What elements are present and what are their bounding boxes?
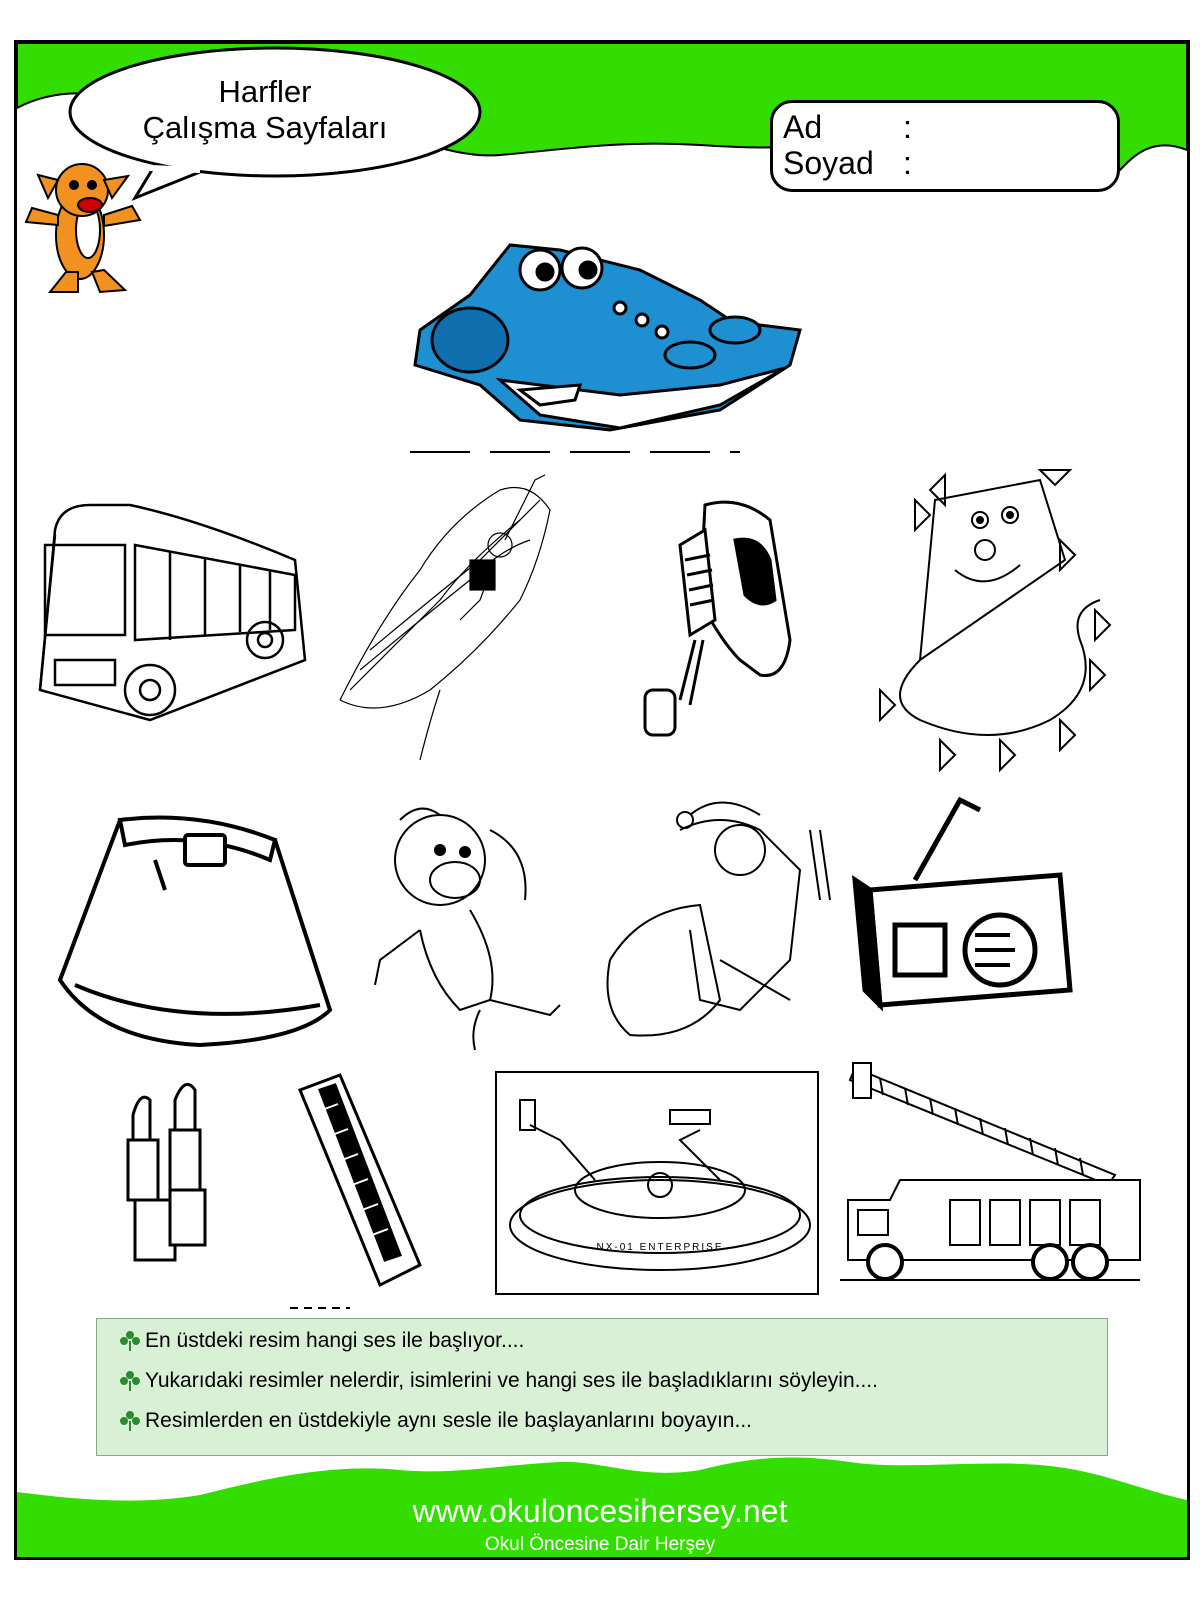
- instruction-text-3: Resimlerden en üstdekiyle aynı sesle ile başlayanlarını boyayın...: [145, 1409, 752, 1432]
- footer-tagline: Okul Öncesine Dair Herşey: [484, 1534, 716, 1555]
- footer-url[interactable]: www.okuloncesihersey.net: [412, 1493, 788, 1529]
- clover-bullet-icon: [119, 1330, 141, 1352]
- spaceship-label: NX-01 ENTERPRISE: [596, 1242, 724, 1253]
- name-colon: :: [903, 109, 912, 145]
- instruction-text-2: Yukarıdaki resimler nelerdir, isimlerini ve hangi ses ile başladıklarını söyleyin....: [145, 1369, 878, 1392]
- instruction-1: [119, 1329, 524, 1353]
- bubble-line-1: Harfler: [218, 74, 312, 109]
- name-label: Ad: [783, 109, 823, 145]
- surname-colon: :: [903, 145, 912, 181]
- surname-label: Soyad: [783, 145, 874, 181]
- bubble-line-2: Çalışma Sayfaları: [142, 110, 388, 145]
- instruction-3: [119, 1409, 752, 1433]
- instruction-2: [119, 1369, 878, 1393]
- clover-bullet-icon: [119, 1410, 141, 1432]
- clover-bullet-icon: [119, 1370, 141, 1392]
- instruction-text-1: En üstdeki resim hangi ses ile başlıyor....: [145, 1329, 525, 1352]
- instructions-box: [96, 1318, 1108, 1456]
